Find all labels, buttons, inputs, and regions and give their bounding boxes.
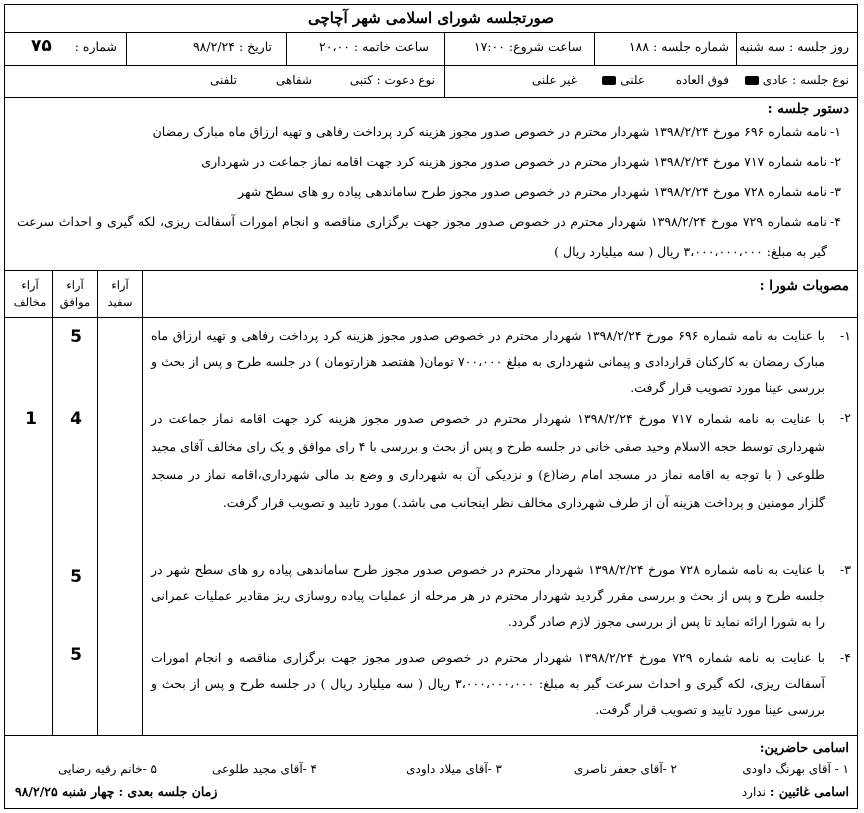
resolution-text: با عنایت به نامه شماره ۷۲۸ مورخ ۱۳۹۸/۲/۲۴ شهردار محترم در خصوص صدور مجوز طرح ساماندهی پیاده رو های سطح شهر در جلسه طرح و پس از بحث و بررسی مقرر گردید شهردار محترم در هر مرحله از عملیات پیاده روسازی ریز مقادیر عملیات عمرانی را به شورا ارائه نماید تا پس از بررسی مجوز لازم صادر گردد. — [151, 562, 825, 629]
oppose-count: 1 — [25, 409, 37, 429]
invite-type: نوع دعوت : کتبی — [349, 73, 435, 87]
attendee-name: ۳ -آقای میلاد داودی — [406, 762, 502, 776]
agenda-item-number: ۴- — [830, 214, 841, 229]
col-agree-votes: آراء موافق — [59, 278, 91, 309]
invite-phone: تلفنی — [209, 73, 237, 87]
agree-count: 5 — [70, 327, 82, 347]
option-extraordinary: فوق العاده — [675, 73, 729, 87]
attendee-name: ۵ -خانم رقیه رضایی — [58, 762, 157, 776]
agenda-item-text: نامه شماره ۷۲۸ مورخ ۱۳۹۸/۲/۲۴ شهردار محترم در خصوص صدور مجوز طرح ساماندهی پیاده رو های سطح شهر — [238, 184, 827, 199]
session-type-label: نوع جلسه : عادی — [762, 73, 849, 87]
minutes-document — [4, 4, 858, 809]
divider — [126, 32, 127, 65]
divider — [5, 97, 857, 98]
agenda-item-number: ۲- — [830, 154, 841, 169]
agree-count: 5 — [70, 645, 82, 665]
agenda-item-text: نامه شماره ۶۹۶ مورخ ۱۳۹۸/۲/۲۴ شهردار محترم در خصوص صدور مجوز هزینه کرد پرداخت رفاهی و تهیه ارزاق ماه مبارک رمضان — [152, 124, 827, 139]
end-time: ساعت خاتمه : ۲۰،۰۰ — [319, 39, 429, 54]
next-session-value: چهار شنبه ۹۸/۲/۲۵ — [15, 784, 115, 799]
resolution-text: با عنایت به نامه شماره ۷۲۹ مورخ ۱۳۹۸/۲/۲۴ شهردار محترم در خصوص صدور مجوز جهت برگزاری مناقصه و انجام امورات آسفالت ریزی، لکه گیری و احداث سرعت گیر به مبلغ: ۳،۰۰۰،۰۰۰،۰۰۰ ریال ( سه میلیارد ریال ) در جلسه طرح و پس از بحث و بررسی عینا مورد تایید و تصویب قرار گرفت. — [151, 650, 825, 717]
attendee-name: ۱ - آقای بهرنگ داودی — [742, 762, 849, 776]
divider — [5, 65, 857, 66]
option-public: علنی — [620, 73, 645, 87]
absentees-heading: اسامی غائبین : — [769, 784, 849, 799]
attendee-name: ۴ -آقای مجید طلوعی — [211, 762, 317, 776]
session-number: شماره جلسه : ۱۸۸ — [628, 39, 729, 54]
invite-oral: شفاهی — [275, 73, 312, 87]
divider — [594, 32, 595, 65]
start-time: ساعت شروع: ۱۷:۰۰ — [473, 39, 582, 54]
resolution-text: با عنایت به نامه شماره ۷۱۷ مورخ ۱۳۹۸/۲/۲۴ شهردار محترم در خصوص صدور مجوز هزینه کرد جهت اقامه نماز جماعت در شهرداری توسط حجه الاسلام وحید صفی خانی در جلسه طرح و پس از بحث و بررسی با ۴ رای موافق و یک رای مخالف آقای مجید طلوعی ( با توجه به اقامه نماز در مسجد امام رضا(ع) و نزدیکی آن به شهرداری و وضع بد مالی شهرداری،اقامه نماز در مسجد گلزار مومنین و پرداخت هزینه آن از طرف شهرداری مخالف نظر اینجانب می باشد.) مورد تایید و تصویب قرار گرفت. — [151, 411, 826, 510]
session-type-public — [602, 74, 645, 86]
absentees — [742, 786, 849, 799]
table-column-line — [142, 270, 143, 735]
agree-count: 5 — [70, 567, 82, 587]
divider — [5, 32, 857, 33]
divider — [736, 32, 737, 65]
divider — [5, 270, 857, 271]
divider — [286, 32, 287, 65]
attendees-heading: اسامی حاضرین: — [759, 741, 849, 756]
resolutions-heading: مصوبات شورا : — [759, 278, 849, 294]
col-blank-votes: آراء سفید — [107, 278, 133, 309]
col-oppose-votes: آراء مخالف — [13, 278, 47, 309]
agenda-item-text: نامه شماره ۷۲۹ مورخ ۱۳۹۸/۲/۲۴ شهردار محترم در خصوص صدور مجوز جهت برگزاری مناقصه و انجام امورات آسفالت ریزی، لکه گیری و احداث سرعت گیر به مبلغ: ۳،۰۰۰،۰۰۰،۰۰۰ ریال ( سه میلیارد ریال ) — [17, 214, 827, 259]
session-type-private: غیر علنی — [531, 73, 577, 87]
checkbox-icon — [602, 76, 616, 85]
resolution-number: ۴- — [840, 650, 851, 665]
session-type-regular — [745, 74, 849, 86]
agenda-item-number: ۱- — [830, 124, 841, 139]
table-header-divider — [5, 317, 857, 318]
divider — [444, 65, 445, 97]
session-type-extra — [676, 74, 729, 86]
resolution-number: ۳- — [840, 562, 851, 577]
number-value: ۷۵ — [31, 36, 52, 56]
session-day: روز جلسه : سه شنبه — [739, 39, 849, 54]
divider — [444, 32, 445, 65]
checkbox-icon — [745, 76, 759, 85]
agenda-item-number: ۳- — [830, 184, 841, 199]
resolution-text: با عنایت به نامه شماره ۶۹۶ مورخ ۱۳۹۸/۲/۲۴ شهردار محترم در خصوص صدور مجوز هزینه کرد پرداخت رفاهی و تهیه ارزاق ماه مبارک رمضان به کارکنان قراردادی و پیمانی شهرداری به مبلغ ۷۰۰،۰۰۰ تومان( هفتصد هزارتومان ) در جلسه طرح و پس از بحث و بررسی عینا مورد تصویب قرار گرفت. — [151, 328, 825, 395]
number-label: شماره : — [74, 39, 117, 54]
table-column-line — [52, 270, 53, 735]
agenda-heading: دستور جلسه : — [767, 101, 849, 117]
resolution-number: ۲- — [840, 410, 851, 425]
next-session-label: زمان جلسه بعدی : — [118, 784, 218, 799]
resolution-number: ۱- — [840, 328, 851, 343]
attendee-name: ۲ -آقای جعفر ناصری — [573, 762, 677, 776]
agenda-item-text: نامه شماره ۷۱۷ مورخ ۱۳۹۸/۲/۲۴ شهردار محترم در خصوص صدور مجوز هزینه کرد جهت اقامه نماز جماعت در شهرداری — [201, 154, 827, 169]
agree-count: 4 — [70, 409, 82, 429]
session-date: تاریخ : ۹۸/۲/۲۴ — [192, 39, 272, 54]
absentees-value: ندارد — [741, 785, 766, 799]
divider — [5, 735, 857, 736]
table-column-line — [97, 270, 98, 735]
document-title: صورتجلسه شورای اسلامی شهر آچاچی — [307, 9, 555, 27]
next-session — [15, 786, 217, 799]
